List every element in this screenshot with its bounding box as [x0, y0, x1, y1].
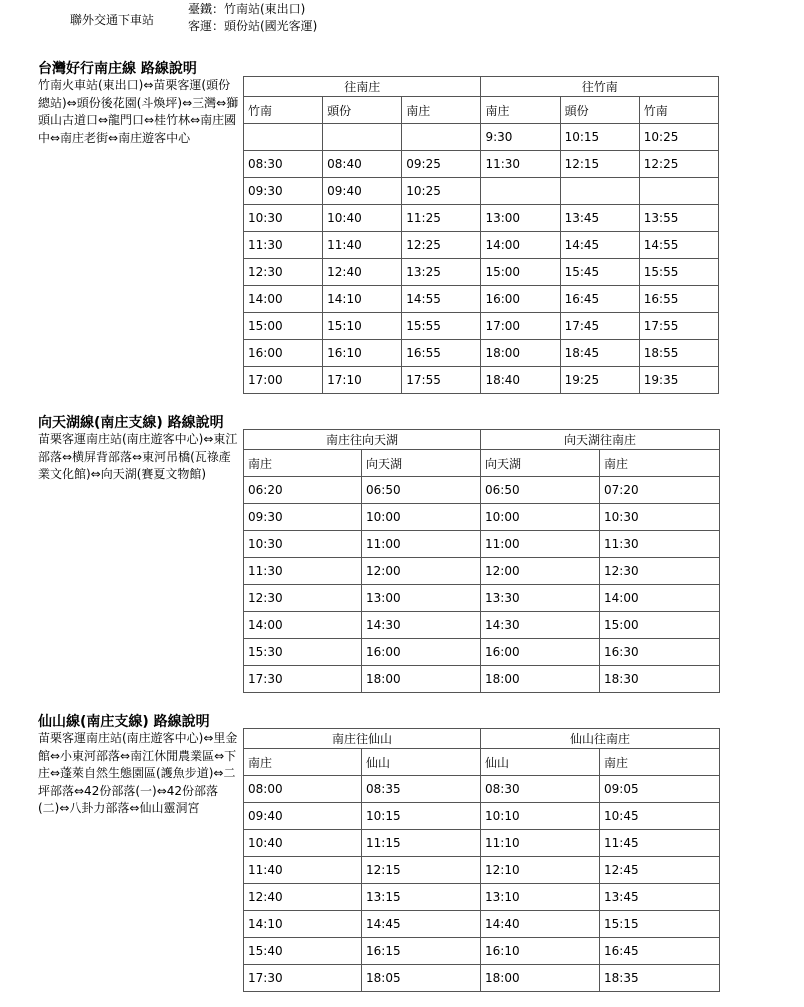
time-cell: 08:40: [323, 151, 402, 178]
time-cell: 10:10: [481, 803, 600, 830]
time-cell: 16:00: [362, 639, 481, 666]
time-cell: 17:10: [323, 367, 402, 394]
time-cell: 18:00: [481, 340, 560, 367]
time-cell: 12:15: [560, 151, 639, 178]
time-cell: 11:30: [481, 151, 560, 178]
timetable-xiangtianhu-line: [243, 429, 720, 693]
table-row: [244, 477, 720, 504]
time-cell: 14:30: [362, 612, 481, 639]
time-cell: 12:30: [244, 259, 323, 286]
time-cell: 14:45: [362, 911, 481, 938]
column-header: 頭份: [323, 97, 402, 124]
time-cell: 10:30: [244, 205, 323, 232]
time-cell: 09:30: [244, 178, 323, 205]
time-cell: 18:45: [560, 340, 639, 367]
column-header: 竹南: [639, 97, 718, 124]
time-cell: 13:55: [639, 205, 718, 232]
time-cell: 16:55: [639, 286, 718, 313]
time-cell: 15:00: [481, 259, 560, 286]
time-cell: 13:45: [560, 205, 639, 232]
time-cell: 14:55: [402, 286, 481, 313]
table-row: [244, 585, 720, 612]
time-cell: 14:00: [600, 585, 720, 612]
time-cell: 07:20: [600, 477, 720, 504]
table-row: [244, 286, 719, 313]
transfer-stops-list: [188, 1, 317, 35]
column-header: 南庄: [600, 749, 720, 776]
time-cell: 12:30: [244, 585, 362, 612]
route-description-nanzhuang-line: 竹南火車站(東出口)⇔苗栗客運(頭份總站)⇔頭份後花園(斗煥坪)⇔三灣⇔獅頭山古道口⇔龍門口⇔桂竹林⇔南庄國中⇔南庄老街⇔南庄遊客中心: [38, 78, 239, 145]
time-cell: [560, 178, 639, 205]
time-cell: 08:30: [481, 776, 600, 803]
time-cell: 10:25: [402, 178, 481, 205]
time-cell: 08:35: [362, 776, 481, 803]
table-row: [244, 803, 720, 830]
table-row: [244, 830, 720, 857]
time-cell: 11:00: [481, 531, 600, 558]
time-cell: 17:00: [244, 367, 323, 394]
time-cell: 10:40: [244, 830, 362, 857]
time-cell: [639, 178, 718, 205]
table-row: [244, 612, 720, 639]
time-cell: 11:40: [323, 232, 402, 259]
table-row: [244, 911, 720, 938]
column-header: 南庄: [600, 450, 720, 477]
time-cell: 10:30: [244, 531, 362, 558]
table-row: [244, 666, 720, 693]
time-cell: 10:00: [362, 504, 481, 531]
time-cell: 15:10: [323, 313, 402, 340]
time-cell: 18:00: [481, 666, 600, 693]
time-cell: 16:30: [600, 639, 720, 666]
time-cell: [402, 124, 481, 151]
time-cell: 12:00: [481, 558, 600, 585]
time-cell: 18:00: [481, 965, 600, 992]
group-header: 往竹南: [481, 77, 719, 97]
time-cell: 11:00: [362, 531, 481, 558]
time-cell: 17:55: [639, 313, 718, 340]
table-row: [244, 938, 720, 965]
time-cell: 16:55: [402, 340, 481, 367]
column-header: 頭份: [560, 97, 639, 124]
time-cell: 12:10: [481, 857, 600, 884]
time-cell: 14:00: [481, 232, 560, 259]
time-cell: 10:45: [600, 803, 720, 830]
time-cell: 18:55: [639, 340, 718, 367]
time-cell: 08:30: [244, 151, 323, 178]
time-cell: 13:30: [481, 585, 600, 612]
time-cell: 16:00: [481, 286, 560, 313]
time-cell: 17:30: [244, 965, 362, 992]
table-row: [244, 558, 720, 585]
timetable-nanzhuang-line: [243, 76, 719, 394]
time-cell: 10:15: [560, 124, 639, 151]
time-cell: 08:00: [244, 776, 362, 803]
time-cell: 18:40: [481, 367, 560, 394]
column-header: 仙山: [362, 749, 481, 776]
time-cell: 16:10: [323, 340, 402, 367]
time-cell: 09:05: [600, 776, 720, 803]
time-cell: 17:00: [481, 313, 560, 340]
table-row: [244, 531, 720, 558]
time-cell: 12:40: [244, 884, 362, 911]
group-header: 向天湖往南庄: [481, 430, 720, 450]
time-cell: 12:00: [362, 558, 481, 585]
time-cell: [244, 124, 323, 151]
time-cell: 14:00: [244, 286, 323, 313]
time-cell: 18:35: [600, 965, 720, 992]
time-cell: 14:10: [323, 286, 402, 313]
time-cell: 13:00: [481, 205, 560, 232]
time-cell: 13:45: [600, 884, 720, 911]
time-cell: 10:30: [600, 504, 720, 531]
group-header: 往南庄: [244, 77, 481, 97]
section-title-nanzhuang-line: 台灣好行南庄線 路線說明: [38, 61, 197, 77]
table-row: [244, 340, 719, 367]
table-row: [244, 857, 720, 884]
table-row: [244, 205, 719, 232]
table-row: [244, 367, 719, 394]
time-cell: 16:45: [600, 938, 720, 965]
time-cell: 15:30: [244, 639, 362, 666]
time-cell: [481, 178, 560, 205]
time-cell: 15:00: [244, 313, 323, 340]
time-cell: 09:40: [323, 178, 402, 205]
time-cell: 14:10: [244, 911, 362, 938]
time-cell: 18:30: [600, 666, 720, 693]
column-header: 南庄: [481, 97, 560, 124]
column-header: 向天湖: [362, 450, 481, 477]
time-cell: [323, 124, 402, 151]
coach-stop-line: 客運：頭份站(國光客運): [188, 19, 318, 33]
time-cell: 12:30: [600, 558, 720, 585]
time-cell: 12:25: [639, 151, 718, 178]
time-cell: 16:00: [244, 340, 323, 367]
time-cell: 16:15: [362, 938, 481, 965]
time-cell: 11:30: [600, 531, 720, 558]
time-cell: 17:45: [560, 313, 639, 340]
time-cell: 14:30: [481, 612, 600, 639]
column-header-row: [244, 749, 720, 776]
time-cell: 11:25: [402, 205, 481, 232]
time-cell: 15:00: [600, 612, 720, 639]
table-row: [244, 124, 719, 151]
section-title-xiangtianhu-line: 向天湖線(南庄支線) 路線說明: [38, 415, 224, 431]
section-title-xianshan-line: 仙山線(南庄支線) 路線說明: [38, 714, 210, 730]
table-row: [244, 504, 720, 531]
time-cell: 17:55: [402, 367, 481, 394]
table-row: [244, 178, 719, 205]
time-cell: 11:45: [600, 830, 720, 857]
route-description-xiangtianhu-line: 苗栗客運南庄站(南庄遊客中心)⇔東江部落⇔横屏背部落⇔東河吊橋(瓦祿產業文化館)⇔向天湖(賽夏文物館): [38, 432, 238, 481]
time-cell: 09:30: [244, 504, 362, 531]
column-header: 南庄: [244, 749, 362, 776]
time-cell: 11:30: [244, 558, 362, 585]
time-cell: 10:15: [362, 803, 481, 830]
time-cell: 09:25: [402, 151, 481, 178]
group-header: 南庄往向天湖: [244, 430, 481, 450]
table-row: [244, 232, 719, 259]
time-cell: 14:55: [639, 232, 718, 259]
time-cell: 12:45: [600, 857, 720, 884]
time-cell: 14:00: [244, 612, 362, 639]
time-cell: 15:15: [600, 911, 720, 938]
time-cell: 14:45: [560, 232, 639, 259]
time-cell: 19:35: [639, 367, 718, 394]
time-cell: 15:55: [639, 259, 718, 286]
time-cell: 13:00: [362, 585, 481, 612]
time-cell: 13:10: [481, 884, 600, 911]
time-cell: 10:40: [323, 205, 402, 232]
group-header: 南庄往仙山: [244, 729, 481, 749]
time-cell: 11:30: [244, 232, 323, 259]
time-cell: 09:40: [244, 803, 362, 830]
table-row: [244, 259, 719, 286]
column-header: 竹南: [244, 97, 323, 124]
time-cell: 16:00: [481, 639, 600, 666]
time-cell: 12:15: [362, 857, 481, 884]
time-cell: 14:40: [481, 911, 600, 938]
time-cell: 13:25: [402, 259, 481, 286]
table-row: [244, 965, 720, 992]
column-header: 仙山: [481, 749, 600, 776]
table-row: [244, 639, 720, 666]
time-cell: 11:10: [481, 830, 600, 857]
time-cell: 06:50: [481, 477, 600, 504]
time-cell: 15:45: [560, 259, 639, 286]
time-cell: 18:05: [362, 965, 481, 992]
rail-stop-line: 臺鐵：竹南站(東出口): [188, 2, 306, 16]
time-cell: 17:30: [244, 666, 362, 693]
table-row: [244, 151, 719, 178]
transfer-stops-label: 聯外交通下車站: [70, 13, 155, 27]
time-cell: 10:00: [481, 504, 600, 531]
column-header: 南庄: [244, 450, 362, 477]
time-cell: 06:20: [244, 477, 362, 504]
column-header-row: [244, 450, 720, 477]
time-cell: 15:40: [244, 938, 362, 965]
table-row: [244, 313, 719, 340]
time-cell: 16:10: [481, 938, 600, 965]
group-header: 仙山往南庄: [481, 729, 720, 749]
time-cell: 9:30: [481, 124, 560, 151]
table-row: [244, 884, 720, 911]
time-cell: 06:50: [362, 477, 481, 504]
time-cell: 10:25: [639, 124, 718, 151]
time-cell: 19:25: [560, 367, 639, 394]
table-row: [244, 776, 720, 803]
column-header: 向天湖: [481, 450, 600, 477]
time-cell: 11:15: [362, 830, 481, 857]
time-cell: 13:15: [362, 884, 481, 911]
time-cell: 16:45: [560, 286, 639, 313]
timetable-xianshan-line: [243, 728, 720, 992]
time-cell: 11:40: [244, 857, 362, 884]
time-cell: 18:00: [362, 666, 481, 693]
time-cell: 12:40: [323, 259, 402, 286]
time-cell: 12:25: [402, 232, 481, 259]
route-description-xianshan-line: 苗栗客運南庄站(南庄遊客中心)⇔里金館⇔小東河部落⇔南江休閒農業區⇔下庄⇔蓬萊自然生態園區(護魚步道)⇔二坪部落⇔42份部落(一)⇔42份部落(二)⇔八卦力部落⇔仙山靈洞宮: [38, 731, 238, 815]
column-header: 南庄: [402, 97, 481, 124]
column-header-row: [244, 97, 719, 124]
time-cell: 15:55: [402, 313, 481, 340]
